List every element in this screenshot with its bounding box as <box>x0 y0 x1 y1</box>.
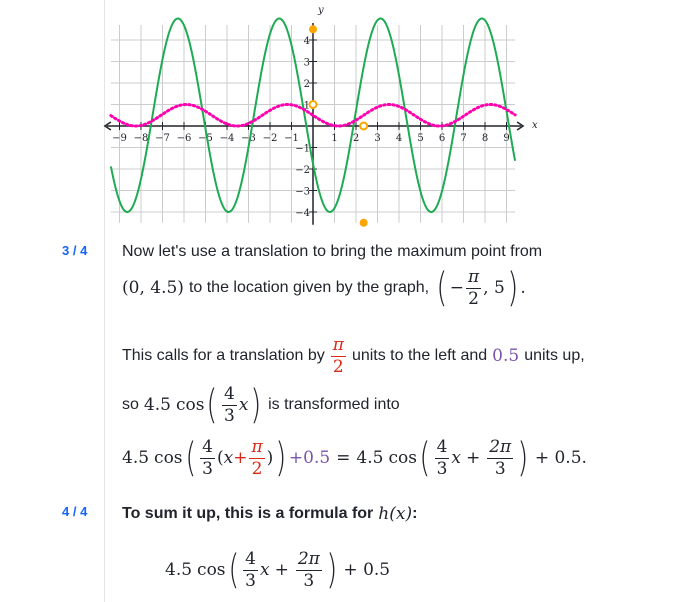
coef-4-5: 4.5 <box>122 448 150 468</box>
x-var: x <box>451 448 461 468</box>
graph-axes <box>105 23 523 225</box>
step3-line2: (0, 4.5) to the location given by the graph, ( − $\frac{\pi}{2}$ , 5 ) . <box>122 265 526 311</box>
x-tick-label: 3 <box>374 133 381 144</box>
four-thirds-fraction: $\frac{4}{3}$ <box>436 436 448 479</box>
plus-sign: + <box>465 448 481 468</box>
step3-line4: so 4.5 cos ( $\frac{4}{3}$ x ) is transformed into <box>122 382 400 428</box>
two-pi-over-3-fraction: $\frac{2\pi}{3}$ <box>489 436 512 479</box>
x-axis-label: x <box>532 120 538 131</box>
max-point <box>309 25 317 33</box>
x-tick-label: 9 <box>503 133 510 144</box>
x-tick-label: 2 <box>352 133 360 144</box>
x-tick-label: 8 <box>481 133 489 144</box>
step4-title <box>122 502 417 526</box>
y-tick-label: −4 <box>295 208 310 219</box>
plus-0-5-end: + 0.5 <box>343 560 391 580</box>
y-tick-labels <box>295 36 310 219</box>
y-tick-label: −1 <box>295 143 310 155</box>
min-point <box>360 219 368 227</box>
cos-text: cos <box>388 448 417 468</box>
close-paren: ) <box>507 265 519 311</box>
line3-text-b: units to the left and <box>351 347 488 364</box>
function-graph <box>0 0 700 230</box>
step3-line5: 4.5 cos ( $\frac{4}{3}$ ( x + $\frac{\pi}{2}$ ) ) +0.5 = 4.5 cos ( $\frac{4}{3}$ x + $\frac{2\pi}{3}$ ) + 0.5. <box>122 435 587 481</box>
y-tick-label: −2 <box>295 165 310 176</box>
four-thirds-fraction: $\frac{4}{3}$ <box>202 436 213 479</box>
pink-min-point <box>360 123 367 130</box>
x-tick-label: −5 <box>198 133 213 144</box>
point-to-minus: − <box>449 278 464 298</box>
x-tick-label: 6 <box>438 133 446 144</box>
x-tick-label: −4 <box>219 133 235 144</box>
x-var: x <box>238 395 249 415</box>
y-axis-label: y <box>318 5 324 16</box>
step3-line3 <box>122 334 585 378</box>
coef-4-5: 4.5 <box>165 560 193 580</box>
x-tick-label: −8 <box>133 133 149 144</box>
function-h-of-x: h(x) <box>378 504 413 524</box>
y-tick-label: 3 <box>303 57 310 69</box>
purple-shift-value: 0.5 <box>492 346 520 366</box>
point-from: (0, 4.5) <box>122 278 184 298</box>
y-tick-label: 4 <box>303 36 310 47</box>
y-tick-label: 1 <box>303 100 310 112</box>
pink-max-point <box>310 101 317 108</box>
x-tick-label: 5 <box>417 133 424 144</box>
four-thirds-fraction: $\frac{4}{3}$ <box>224 383 235 426</box>
y-tick-label: 2 <box>303 79 310 90</box>
y-tick-label: −3 <box>295 186 310 198</box>
x-var: x <box>223 448 234 468</box>
x-tick-label: 4 <box>395 133 403 144</box>
x-var: x <box>259 560 270 580</box>
x-tick-label: −9 <box>112 133 127 144</box>
step3-line1: Now let's use a translation to bring the maximum point from <box>122 243 543 260</box>
x-tick-label: −2 <box>262 133 278 144</box>
x-tick-label: −3 <box>241 133 256 144</box>
cos-text: cos <box>154 448 183 468</box>
four-thirds-fraction: $\frac{4}{3}$ <box>245 548 256 591</box>
x-tick-label: −1 <box>284 133 299 144</box>
red-pi-over-2: $\frac{\pi}{2}$ <box>251 436 263 479</box>
step-label-3: 3 / 4 <box>62 243 88 258</box>
coef-4-5: 4.5 <box>143 395 171 415</box>
pi-over-2-fraction: $\frac{\pi}{2}$ <box>467 266 480 309</box>
purple-plus-0-5: +0.5 <box>288 448 331 468</box>
x-tick-label: −7 <box>155 133 170 144</box>
cos-text: cos <box>175 395 205 415</box>
coef-4-5: 4.5 <box>356 448 384 468</box>
step-label-4: 4 / 4 <box>62 504 88 519</box>
final-formula: 4.5 cos ( $\frac{4}{3}$ x + $\frac{2\pi}{3}$ ) + 0.5 <box>165 547 391 593</box>
colon: : <box>412 505 418 522</box>
x-tick-label: −6 <box>176 133 192 144</box>
equals-sign: = <box>336 448 351 468</box>
point-to-y: 5 <box>493 278 505 298</box>
cos-text: cos <box>197 560 226 580</box>
open-paren: ( <box>436 265 448 311</box>
two-pi-over-3-fraction: $\frac{2\pi}{3}$ <box>297 548 320 591</box>
x-tick-labels <box>112 133 510 144</box>
x-tick-label: 1 <box>331 133 338 144</box>
plus-sign: + <box>274 560 289 580</box>
red-plus: + <box>233 448 248 468</box>
step4-title-text: To sum it up, this is a formula for <box>122 505 374 522</box>
line3-text-a: This calls for a translation by <box>122 347 325 364</box>
line3-text-c: units up, <box>524 347 585 364</box>
line4-text-b: is transformed into <box>268 396 400 413</box>
step3-line2-text: to the location given by the graph, <box>188 279 430 296</box>
plus-0-5-end: + 0.5. <box>534 448 587 468</box>
x-tick-label: 7 <box>460 133 467 144</box>
red-pi-over-2: $\frac{\pi}{2}$ <box>332 334 344 377</box>
line4-text-so: so <box>122 396 139 413</box>
